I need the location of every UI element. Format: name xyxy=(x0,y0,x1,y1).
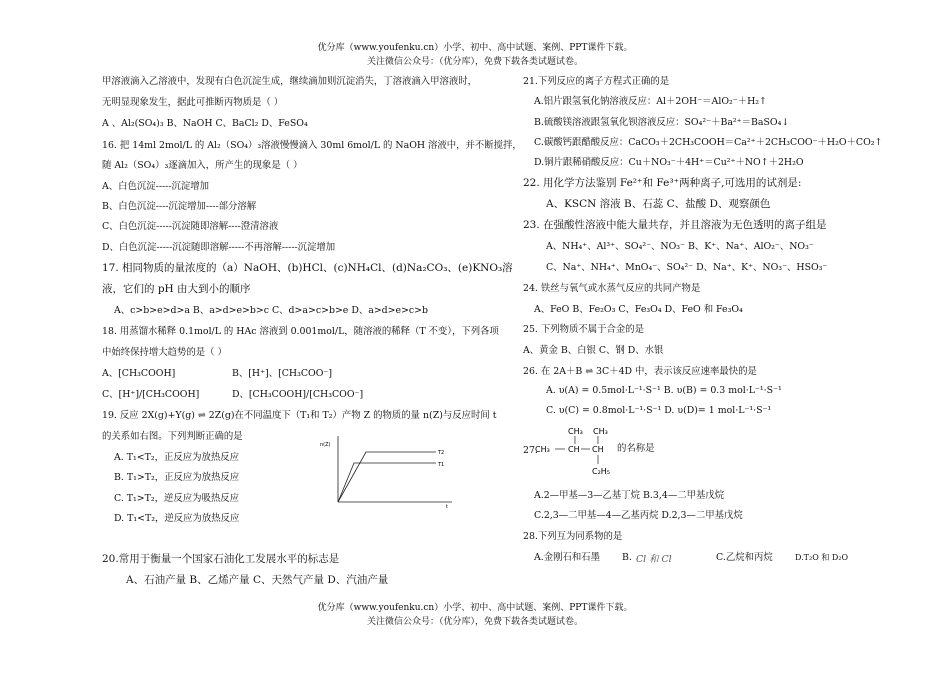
q17-text-2: 液，它们的 pH 由大到小的顺序 xyxy=(102,283,251,295)
q17-text-1: 17. 相同物质的量浓度的（a）NaOH、(b)HCl、(c)NH₄Cl、(d)Na₂CO₃、(e)KNO₃溶 xyxy=(102,262,513,274)
q16-text-2: 随 Al₂（SO₄）₃逐滴加入，所产生的现象是（ ） xyxy=(102,160,303,171)
q26-text: 26. 在 2A＋B ⇌ 3C＋4D 中，表示该反应速率最快的是 xyxy=(523,366,757,377)
q20-text: 20.常用于衡量一个国家石油化工发展水平的标志是 xyxy=(102,553,340,565)
q28-option-b-label: B. xyxy=(622,552,632,563)
q19-text-1: 19. 反应 2X(g)+Y(g) ⇌ 2Z(g)在不同温度下（T₁和 T₂）产物 Z 的物质的量 n(Z)与反应时间 t xyxy=(102,410,497,421)
q19-option-b: B. T₁>T₂，正反应为放热反应 xyxy=(114,472,240,483)
q27-options-cd: C.2,3—二甲基—4—乙基丙烷 D.2,3—二甲基戊烷 xyxy=(534,510,743,521)
q16-text-1: 16. 把 14ml 2mol/L 的 Al₂（SO₄）₃溶液慢慢滴入 30ml 6mol/L 的 NaOH 溶液中，并不断搅拌， xyxy=(102,140,522,151)
graph-x-label: t xyxy=(446,504,448,510)
q18-text-2: 中始终保持增大趋势的是（ ） xyxy=(102,347,227,358)
q21-option-b: B.硫酸镁溶液跟氢氧化钡溶液反应：SO₄²⁻＋Ba²⁺＝BaSO₄↓ xyxy=(534,117,790,128)
q28-text: 28.下列互为同系物的是 xyxy=(523,531,623,542)
q28-option-c: C.乙烷和丙烷 xyxy=(716,552,773,563)
q17-options: A、c>b>e>d>a B、a>d>e>b>c C、d>a>c>b>e D、a>d>e>c>b xyxy=(114,305,429,316)
q23-options-ab: A、NH₄⁺、Al³⁺、SO₄²⁻、NO₃⁻ B、K⁺、Na⁺、AlO₂⁻、NO₃⁻ xyxy=(546,241,814,252)
q18-option-c: C、[H⁺]/[CH₃COOH] xyxy=(102,389,200,400)
q20-options: A、石油产量 B、乙烯产量 C、天然气产量 D、汽油产量 xyxy=(126,574,389,586)
q18-option-d: D、[CH₃COOH]/[CH₃COO⁻] xyxy=(232,389,364,400)
footer-line-2: 关注微信公众号：（优分库），免费下载各类试题试卷。 xyxy=(366,617,583,627)
q21-option-a: A.铝片跟氢氧化钠溶液反应：Al＋2OH⁻＝AlO₂⁻＋H₂↑ xyxy=(534,96,767,107)
q18-option-a: A、[CH₃COOH] xyxy=(102,368,176,379)
struct-ch-b: CH xyxy=(592,445,604,454)
q21-option-c: C.碳酸钙跟醋酸反应：CaCO₃＋2CH₃COOH＝Ca²⁺＋2CH₃COO⁻＋H₂O＋CO₂↑ xyxy=(534,137,883,148)
q16-option-b: B、白色沉淀----沉淀增加----部分溶解 xyxy=(102,201,257,212)
q23-text: 23. 在强酸性溶液中能大量共存，并且溶液为无色透明的离子组是 xyxy=(523,219,827,231)
graph-y-label: n(Z) xyxy=(320,442,331,448)
q28-option-b: Cl 和 Cl xyxy=(636,554,672,565)
q22-text: 22. 用化学方法鉴别 Fe²⁺和 Fe³⁺两种离子,可选用的试剂是: xyxy=(523,177,802,189)
q25-text: 25. 下列物质不属于合金的是 xyxy=(523,324,645,335)
q15-text-1: 甲溶液滴入乙溶液中，发现有白色沉淀生成，继续滴加则沉淀消失，丁溶液滴入甲溶液时， xyxy=(102,76,478,87)
q26-options-ab: A. υ(A) = 0.5mol·L⁻¹·S⁻¹ B. υ(B) = 0.3 mol·L⁻¹·S⁻¹ xyxy=(546,385,782,396)
q19-option-d: D. T₁<T₂，逆反应为放热反应 xyxy=(114,513,240,524)
curve-t2-label: T2 xyxy=(438,450,445,456)
struct-c2h5: C₂H₅ xyxy=(592,467,611,476)
q24-text: 24. 铁丝与氧气或水蒸气反应的共同产物是 xyxy=(523,283,701,294)
curve-t1 xyxy=(338,463,436,502)
header-line-2: 关注微信公众号：（优分库），免费下载各类试题试卷。 xyxy=(366,57,583,67)
q28-option-d: D.T₂O 和 D₂O xyxy=(795,553,849,562)
q23-options-cd: C、Na⁺、NH₄⁺、MnO₄⁻、SO₄²⁻ D、Na⁺、K⁺、NO₃⁻、HSO₃⁻ xyxy=(546,262,828,273)
q25-options: A、黄金 B、白银 C、钢 D、水银 xyxy=(523,345,664,356)
footer-line-1: 优分库（www.youfenku.cn）小学、初中、高中试题、案例、PPT课件下载。 xyxy=(317,603,633,613)
q16-option-c: C、白色沉淀-----沉淀随即溶解----澄清溶液 xyxy=(102,221,279,232)
curve-t1-label: T1 xyxy=(438,462,445,468)
curve-t2 xyxy=(338,452,436,502)
struct-ch3-left: CH₃ xyxy=(535,445,550,454)
struct-ch3-top1: CH₃ xyxy=(568,427,583,436)
q19-option-a: A. T₁<T₂，正反应为放热反应 xyxy=(114,452,239,463)
q27-structure xyxy=(535,424,615,480)
struct-ch3-top2: CH₃ xyxy=(593,427,608,436)
q26-options-cd: C. υ(C) = 0.8mol·L⁻¹·S⁻¹ D. υ(D)= 1 mol·L⁻¹·S⁻¹ xyxy=(546,405,772,416)
q15-text-2: 无明显现象发生，据此可推断丙物质是（ ） xyxy=(102,97,284,108)
q21-option-d: D.铜片跟稀硝酸反应：Cu＋NO₃⁻＋4H⁺＝Cu²⁺＋NO↑＋2H₂O xyxy=(534,157,804,168)
q22-options: A、KSCN 溶液 B、石蕊 C、盐酸 D、观察颜色 xyxy=(546,198,771,210)
q18-option-b: B、[H⁺]、[CH₃COO⁻] xyxy=(232,368,332,379)
q27-number: 27. xyxy=(523,445,538,456)
q27-suffix: 的名称是 xyxy=(617,443,655,454)
header-line-1: 优分库（www.youfenku.cn）小学、初中、高中试题、案例、PPT课件下载。 xyxy=(317,43,633,53)
struct-ch-a: CH xyxy=(568,445,580,454)
q18-text-1: 18. 用蒸馏水稀释 0.1mol/L 的 HAc 溶液到 0.001mol/L，随溶液的稀释（T 不变），下列各项 xyxy=(102,326,499,337)
q28-option-a: A.金刚石和石墨 xyxy=(534,552,601,563)
q16-option-d: D、白色沉淀-----沉淀随即溶解-----不再溶解-----沉淀增加 xyxy=(102,242,336,253)
q24-options: A、FeO B、Fe₂O₃ C、Fe₃O₄ D、FeO 和 Fe₃O₄ xyxy=(534,304,743,315)
q16-option-a: A、白色沉淀-----沉淀增加 xyxy=(102,181,209,192)
q19-graph xyxy=(318,432,458,512)
q19-text-2: 的关系如右图。下列判断正确的是 xyxy=(102,431,243,442)
q19-option-c: C. T₁>T₂，逆反应为吸热反应 xyxy=(114,493,240,504)
q15-options: A 、Al₂(SO₄)₃ B、NaOH C、BaCl₂ D、FeSO₄ xyxy=(102,118,308,129)
q21-text: 21.下列反应的离子方程式正确的是 xyxy=(523,76,670,87)
q27-options-ab: A.2—甲基—3—乙基丁烷 B.3,4—二甲基戊烷 xyxy=(534,490,725,501)
